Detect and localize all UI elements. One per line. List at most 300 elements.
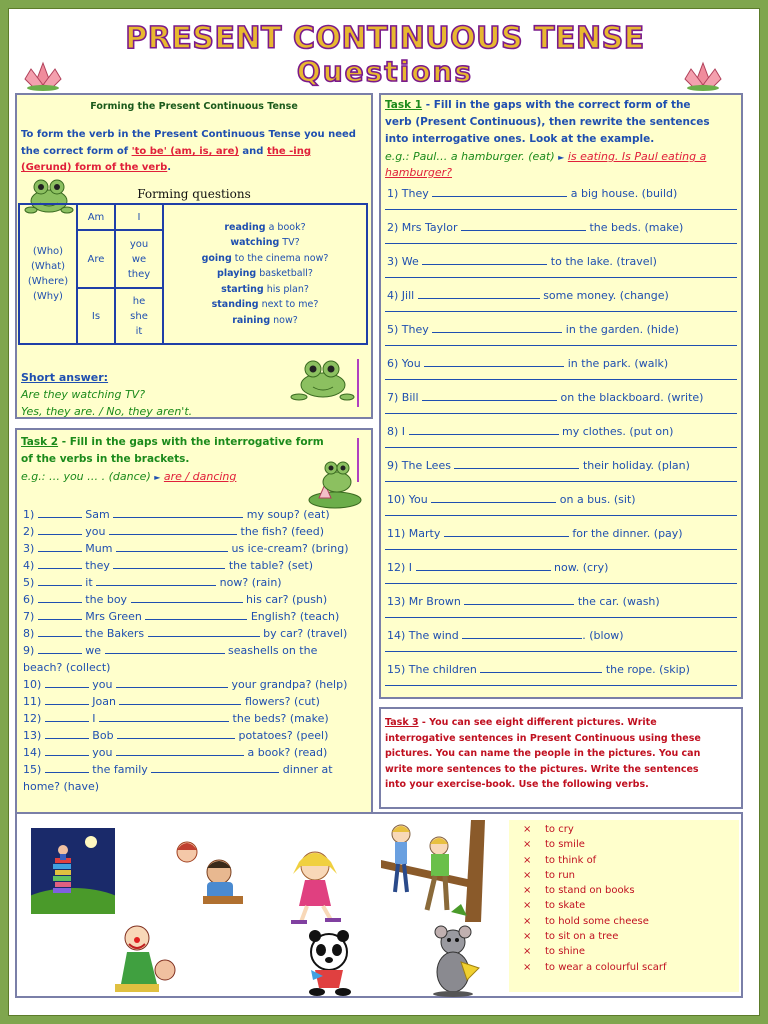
cross-bullet-icon: × [523, 869, 532, 881]
answer-blank[interactable] [464, 595, 574, 605]
rewrite-line[interactable] [385, 549, 737, 550]
answer-blank[interactable] [45, 763, 89, 773]
rewrite-line[interactable] [385, 617, 737, 618]
item-subject: it [81, 576, 97, 589]
item-suffix: flowers? (cut) [241, 695, 320, 708]
rewrite-line[interactable] [385, 583, 737, 584]
answer-blank[interactable] [38, 644, 82, 654]
divider-line [357, 359, 359, 407]
short-answer-reply: Yes, they are. / No, they aren't. [21, 405, 193, 418]
item-number: 7) [23, 610, 38, 623]
task1-item [387, 459, 690, 472]
task2-instructions-line2: of the verbs in the brackets. [21, 453, 190, 465]
wh-word: (Where) [27, 276, 69, 287]
task1-item [387, 595, 660, 608]
task1-item [387, 357, 668, 370]
arrow-right-icon: ► [154, 473, 161, 482]
cross-bullet-icon: × [523, 915, 532, 927]
item-number: 11) [23, 695, 45, 708]
answer-blank[interactable] [431, 493, 556, 503]
item-prefix: 1) They [387, 187, 433, 200]
answer-blank[interactable] [145, 610, 247, 620]
forming-intro-line3 [21, 162, 171, 173]
rewrite-line[interactable] [385, 379, 737, 380]
item-subject: Mum [81, 542, 116, 555]
subject: we [131, 253, 147, 265]
task1-label: Task 1 [385, 99, 423, 111]
intro-text: the correct form of [21, 146, 132, 157]
task1-item [387, 289, 669, 302]
answer-blank[interactable] [38, 593, 82, 603]
intro-text: . [167, 162, 172, 173]
answer-blank[interactable] [105, 644, 225, 654]
task3-label: Task 3 [385, 717, 419, 728]
item-suffix: the beds. (make) [585, 221, 684, 234]
item-prefix: 5) They [387, 323, 433, 336]
cross-bullet-icon: × [523, 824, 532, 835]
verb-text: to stand on books [545, 885, 635, 897]
item-prefix: 8) I [387, 425, 409, 438]
example-line [164, 266, 366, 282]
answer-blank[interactable] [432, 323, 562, 333]
item-number: 6) [23, 593, 38, 606]
task2-example [21, 470, 236, 483]
panda-picture [293, 926, 365, 998]
task1-text: - Fill in the gaps with the correct form of the [422, 99, 691, 111]
answer-blank[interactable] [38, 627, 82, 637]
rewrite-line[interactable] [385, 413, 737, 414]
example-verb: raining [232, 314, 271, 326]
wh-words-cell [19, 204, 77, 344]
item-number: 12) [23, 712, 45, 725]
answer-blank[interactable] [444, 527, 569, 537]
answer-blank[interactable] [116, 678, 228, 688]
example-answer: are / dancing [163, 470, 237, 483]
task3-box [379, 707, 743, 809]
item-subject: Joan [88, 695, 120, 708]
item-suffix: on the blackboard. (write) [557, 391, 704, 404]
item-prefix: 7) Bill [387, 391, 422, 404]
example-verb: watching [230, 237, 280, 249]
item-suffix: to the lake. (travel) [547, 255, 657, 268]
mouse-with-cheese-picture [423, 924, 485, 998]
verb-text: to hold some cheese [545, 915, 649, 927]
item-subject: the family [88, 763, 152, 776]
item-number: 2) [23, 525, 38, 538]
subject-cell: I [115, 204, 163, 230]
wh-word: (What) [30, 261, 66, 272]
answer-blank[interactable] [131, 593, 243, 603]
item-suffix: his car? (push) [242, 593, 328, 606]
task1-item [387, 527, 683, 540]
item-suffix: dinner at [279, 763, 333, 776]
answer-blank[interactable] [96, 576, 216, 586]
item-suffix: now. (cry) [550, 561, 609, 574]
task1-item [387, 255, 657, 268]
answer-blank[interactable] [148, 627, 260, 637]
intro-to-be: 'to be' (am, is, are) [131, 146, 239, 157]
task1-instructions-line3: into interrogative ones. Look at the example. [385, 133, 655, 145]
subject: she [130, 310, 148, 322]
task2-item [23, 559, 313, 572]
cross-bullet-icon: × [523, 839, 532, 851]
subject-cell [115, 288, 163, 344]
example-rest: a book? [265, 221, 306, 233]
item-subject: you [88, 678, 117, 691]
example-text: e.g.: … you … . (dance) [21, 470, 155, 483]
task2-item [23, 678, 347, 691]
children-on-tree-picture [381, 820, 497, 922]
item-suffix: us ice-cream? (bring) [227, 542, 349, 555]
task2-item [23, 746, 327, 759]
answer-blank[interactable] [109, 525, 237, 535]
task1-item [387, 629, 624, 642]
example-rest: his plan? [263, 283, 309, 295]
example-verb: going [201, 252, 232, 264]
cross-bullet-icon: × [523, 900, 532, 912]
item-suffix: now? (rain) [216, 576, 282, 589]
verb-list-item [509, 883, 739, 898]
item-number: 14) [23, 746, 45, 759]
item-prefix: 13) Mr Brown [387, 595, 465, 608]
item-prefix: 3) We [387, 255, 423, 268]
task1-item [387, 221, 683, 234]
header [9, 9, 761, 94]
item-suffix: English? (teach) [247, 610, 340, 623]
task1-box [379, 93, 743, 699]
item-number: 4) [23, 559, 38, 572]
lotus-flower-icon [23, 59, 63, 91]
verb-list-item [509, 868, 739, 883]
verb-list-item [509, 853, 739, 868]
task2-item [23, 576, 282, 589]
item-suffix: the rope. (skip) [602, 663, 690, 676]
item-number: 9) [23, 644, 38, 657]
rewrite-line[interactable] [385, 481, 737, 482]
answer-blank[interactable] [45, 729, 89, 739]
answer-blank[interactable] [38, 525, 82, 535]
example-verb: starting [221, 283, 264, 295]
rewrite-line[interactable] [385, 447, 737, 448]
item-number: 8) [23, 627, 38, 640]
answer-blank[interactable] [38, 559, 82, 569]
task2-item-continued: home? (have) [23, 780, 100, 793]
item-subject: we [81, 644, 105, 657]
intro-gerund: (Gerund) form of the verb [21, 162, 168, 173]
cross-bullet-icon: × [523, 885, 532, 897]
cross-bullet-icon: × [523, 946, 532, 958]
example-answer: is eating. Is Paul eating a [567, 150, 707, 163]
subject: they [127, 268, 151, 280]
answer-blank[interactable] [113, 559, 225, 569]
item-suffix: the fish? (feed) [237, 525, 325, 538]
item-subject: Sam [81, 508, 114, 521]
item-subject: you [88, 746, 117, 759]
task1-item [387, 391, 703, 404]
books-tower-picture [31, 828, 115, 914]
item-suffix: . (blow) [582, 629, 624, 642]
item-suffix: the table? (set) [225, 559, 313, 572]
smiling-clown-picture [109, 918, 189, 998]
answer-blank[interactable] [462, 629, 582, 639]
short-answer-label: Short answer: [21, 371, 109, 384]
task2-label: Task 2 [21, 436, 59, 448]
page-subtitle: Questions [296, 55, 474, 88]
be-form-cell: Is [77, 288, 115, 344]
answer-blank[interactable] [454, 459, 579, 469]
subject: it [135, 325, 143, 337]
verb-list-item [509, 929, 739, 944]
task2-text: - Fill in the gaps with the interrogative form [58, 436, 324, 448]
wh-word: (Who) [32, 246, 64, 257]
task2-item-continued: beach? (collect) [23, 661, 111, 674]
task2-item [23, 695, 320, 708]
lotus-flower-icon [683, 59, 723, 91]
task3-line: into your exercise-book. Use the following verbs. [385, 779, 649, 790]
verb-text: to wear a colourful scarf [545, 961, 667, 973]
answer-blank[interactable] [116, 746, 244, 756]
short-answer-question: Are they watching TV? [21, 388, 146, 401]
task2-item [23, 763, 333, 776]
item-subject: they [81, 559, 114, 572]
answer-blank[interactable] [416, 561, 551, 571]
wh-word: (Why) [33, 291, 63, 302]
forming-box [15, 93, 373, 419]
item-number: 5) [23, 576, 38, 589]
cross-bullet-icon: × [523, 931, 532, 943]
forming-questions-table [18, 203, 368, 345]
verb-text: to think of [545, 854, 597, 866]
item-suffix: by car? (travel) [259, 627, 348, 640]
answer-blank[interactable] [45, 746, 89, 756]
intro-ing: the -ing [266, 146, 311, 157]
task2-box [15, 428, 373, 816]
item-suffix: in the garden. (hide) [562, 323, 679, 336]
item-subject: you [81, 525, 110, 538]
answer-blank[interactable] [99, 712, 229, 722]
item-number: 13) [23, 729, 45, 742]
task1-item [387, 187, 677, 200]
answer-blank[interactable] [409, 425, 559, 435]
task2-item [23, 712, 329, 725]
frog-icon [289, 357, 355, 403]
item-prefix: 15) The children [387, 663, 481, 676]
answer-blank[interactable] [116, 542, 228, 552]
rewrite-line[interactable] [385, 685, 737, 686]
answer-blank[interactable] [151, 763, 279, 773]
item-suffix: the beds? (make) [229, 712, 329, 725]
verb-text: to run [545, 869, 576, 881]
item-number: 1) [23, 508, 38, 521]
page-title: PRESENT CONTINUOUS TENSE [125, 21, 645, 56]
item-prefix: 9) The Lees [387, 459, 455, 472]
task2-item [23, 610, 339, 623]
task2-item [23, 508, 330, 521]
item-subject: Mrs Green [81, 610, 146, 623]
item-prefix: 14) The wind [387, 629, 463, 642]
answer-blank[interactable] [38, 576, 82, 586]
item-subject: I [88, 712, 100, 725]
task1-item [387, 663, 690, 676]
rewrite-line[interactable] [385, 311, 737, 312]
rewrite-line[interactable] [385, 209, 737, 210]
example-answer: hamburger? [385, 166, 453, 179]
worksheet-page [8, 8, 760, 1016]
rewrite-line[interactable] [385, 277, 737, 278]
example-verb: reading [224, 221, 266, 233]
verb-list-item [509, 837, 739, 852]
verb-list-item [509, 914, 739, 929]
task3-line: pictures. You can name the people in the pictures. You can [385, 748, 701, 759]
answer-blank[interactable] [45, 678, 89, 688]
task2-item [23, 729, 328, 742]
example-text: e.g.: Paul… a hamburger. (eat) [385, 150, 559, 163]
task3-instructions [385, 715, 701, 793]
task2-item [23, 593, 327, 606]
verb-list-item [509, 822, 739, 837]
item-number: 3) [23, 542, 38, 555]
forming-intro-line2 [21, 146, 311, 157]
forming-heading: Forming the Present Continuous Tense [90, 101, 298, 112]
task1-example-line1 [385, 150, 706, 163]
be-form-cell: Am [77, 204, 115, 230]
forming-intro-line1: To form the verb in the Present Continuous Tense you need [21, 129, 356, 140]
item-prefix: 11) Marty [387, 527, 444, 540]
item-suffix: your grandpa? (help) [228, 678, 348, 691]
pictures-box [15, 812, 743, 998]
answer-blank[interactable] [422, 255, 547, 265]
example-line [164, 297, 366, 313]
item-number: 10) [23, 678, 45, 691]
item-suffix: the car. (wash) [574, 595, 660, 608]
be-form-cell: Are [77, 230, 115, 288]
answer-blank[interactable] [424, 357, 564, 367]
rewrite-line[interactable] [385, 243, 737, 244]
answer-blank[interactable] [38, 610, 82, 620]
thinking-boy-picture [167, 836, 247, 908]
item-suffix: some money. (change) [539, 289, 669, 302]
cross-bullet-icon: × [523, 961, 532, 973]
verb-text: to smile [545, 839, 585, 851]
cross-bullet-icon: × [523, 854, 532, 866]
item-prefix: 2) Mrs Taylor [387, 221, 461, 234]
subject: he [132, 295, 146, 307]
item-suffix: seashells on the [224, 644, 318, 657]
task1-item [387, 323, 679, 336]
verb-text: to shine [545, 946, 586, 958]
example-rest: basketball? [256, 268, 313, 280]
item-suffix: in the park. (walk) [564, 357, 669, 370]
answer-blank[interactable] [432, 187, 567, 197]
item-prefix: 4) Jill [387, 289, 418, 302]
item-subject: the boy [81, 593, 131, 606]
example-rest: next to me? [258, 299, 319, 311]
answer-blank[interactable] [38, 542, 82, 552]
task3-line [385, 715, 701, 731]
example-verb: standing [211, 299, 259, 311]
crying-girl-skating-picture [279, 844, 351, 928]
divider-line [357, 438, 359, 482]
verb-list-item [509, 944, 739, 959]
example-rest: TV? [279, 237, 300, 249]
task1-item [387, 425, 673, 438]
verb-text: to sit on a tree [545, 931, 619, 943]
answer-blank[interactable] [38, 508, 82, 518]
verb-text: to skate [545, 900, 586, 912]
forming-questions-heading: Forming questions [137, 187, 251, 201]
task1-instructions-line1 [385, 97, 691, 114]
task1-example-line2 [385, 166, 452, 179]
item-prefix: 6) You [387, 357, 425, 370]
item-suffix: potatoes? (peel) [235, 729, 329, 742]
intro-text: and [238, 146, 267, 157]
answer-blank[interactable] [461, 221, 586, 231]
subject-cell [115, 230, 163, 288]
example-line [164, 313, 366, 329]
rewrite-line[interactable] [385, 515, 737, 516]
example-rest: to the cinema now? [231, 252, 329, 264]
item-prefix: 10) You [387, 493, 432, 506]
item-subject: Bob [88, 729, 118, 742]
frog-on-lilypad-icon [305, 454, 365, 510]
answer-blank[interactable] [45, 712, 89, 722]
example-line [164, 282, 366, 298]
examples-cell [163, 204, 367, 344]
answer-blank[interactable] [45, 695, 89, 705]
answer-blank[interactable] [418, 289, 540, 299]
task2-item [23, 525, 324, 538]
task2-instructions-line1 [21, 434, 324, 451]
arrow-right-icon: ► [558, 153, 565, 162]
task3-text: - You can see eight different pictures. Write [418, 717, 657, 728]
example-line [164, 220, 366, 236]
example-line [164, 251, 366, 267]
task1-instructions-line2: verb (Present Continuous), then rewrite the sentences [385, 116, 710, 128]
item-suffix: my clothes. (put on) [558, 425, 674, 438]
subject: you [129, 238, 149, 250]
example-line [164, 235, 366, 251]
task1-item [387, 561, 608, 574]
task3-line: interrogative sentences in Present Continuous using these [385, 732, 701, 744]
answer-blank[interactable] [119, 695, 241, 705]
item-prefix: 12) I [387, 561, 416, 574]
task2-item [23, 644, 317, 657]
verb-text: to cry [545, 824, 574, 835]
verb-list [509, 820, 739, 992]
item-suffix: their holiday. (plan) [579, 459, 690, 472]
item-suffix: my soup? (eat) [243, 508, 330, 521]
item-suffix: a big house. (build) [567, 187, 678, 200]
verb-list-item [509, 960, 739, 975]
answer-blank[interactable] [422, 391, 557, 401]
item-suffix: for the dinner. (pay) [568, 527, 683, 540]
item-subject: the Bakers [81, 627, 148, 640]
item-number: 15) [23, 763, 45, 776]
answer-blank[interactable] [480, 663, 602, 673]
example-rest: now? [270, 314, 298, 326]
example-verb: playing [217, 268, 257, 280]
item-suffix: a book? (read) [244, 746, 328, 759]
answer-blank[interactable] [113, 508, 243, 518]
verb-list-item [509, 898, 739, 913]
item-suffix: on a bus. (sit) [556, 493, 636, 506]
task3-line: write more sentences to the pictures. Write the sentences [385, 763, 699, 775]
answer-blank[interactable] [117, 729, 235, 739]
rewrite-line[interactable] [385, 651, 737, 652]
rewrite-line[interactable] [385, 345, 737, 346]
task2-item [23, 627, 347, 640]
task1-item [387, 493, 636, 506]
